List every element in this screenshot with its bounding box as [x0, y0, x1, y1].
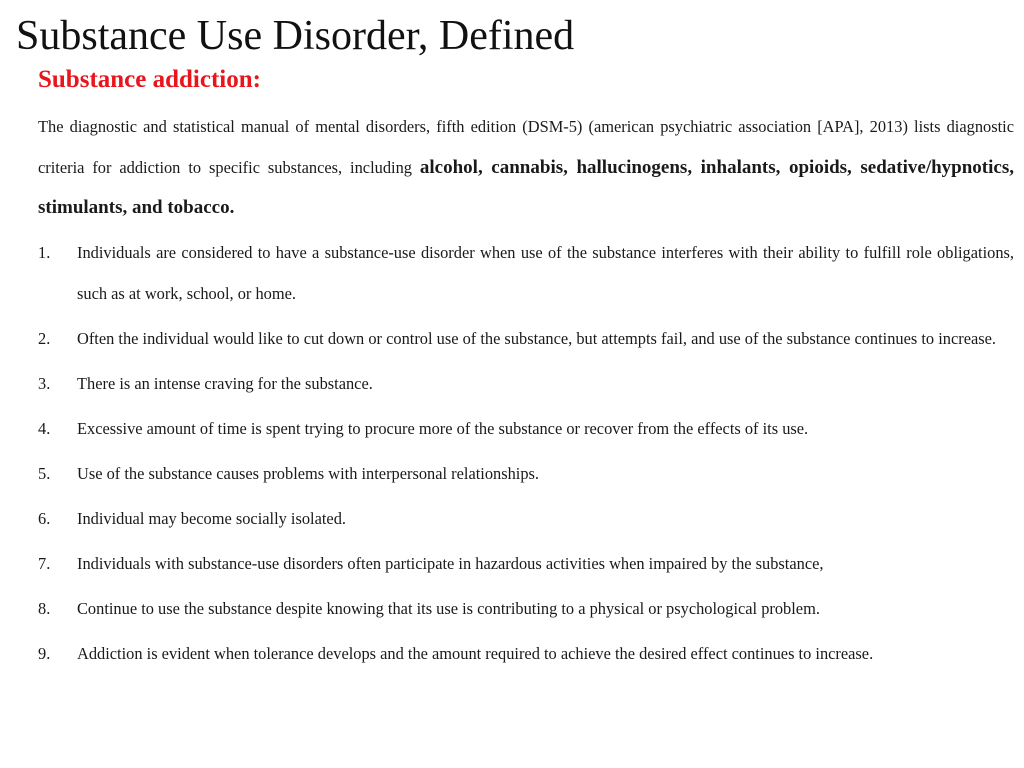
- criteria-text: Excessive amount of time is spent trying to procure more of the substance or recover from the effects of its use.: [77, 419, 809, 438]
- criteria-item: [38, 408, 1014, 449]
- criteria-number: 4.: [38, 419, 51, 438]
- criteria-item: [38, 633, 1014, 674]
- criteria-number: 5.: [38, 464, 51, 483]
- slide-subtitle: Substance addiction:: [38, 66, 261, 93]
- criteria-text: Often the individual would like to cut down or control use of the substance, but attempts fail, and use of the substance continues to increase.: [77, 329, 997, 348]
- criteria-text: There is an intense craving for the substance.: [77, 374, 373, 393]
- criteria-item: [38, 453, 1014, 494]
- slide-title: Substance Use Disorder, Defined: [16, 13, 575, 59]
- criteria-item: [38, 498, 1014, 539]
- criteria-number: 8.: [38, 599, 51, 618]
- criteria-list: [38, 232, 1014, 678]
- criteria-item: [38, 588, 1014, 629]
- criteria-number: 3.: [38, 374, 51, 393]
- criteria-item: [38, 543, 1014, 584]
- criteria-number: 2.: [38, 329, 51, 348]
- criteria-text: Addiction is evident when tolerance develops and the amount required to achieve the desired effect continues to increase.: [77, 644, 874, 663]
- intro-paragraph: [38, 107, 1014, 229]
- criteria-item: [38, 318, 1014, 359]
- criteria-text: Individual may become socially isolated.: [77, 509, 347, 528]
- criteria-number: 6.: [38, 509, 51, 528]
- substances-list: alcohol, cannabis, hallucinogens, inhalants, opioids, sedative/hypnotics, stimulants, and tobacco.: [38, 156, 1014, 218]
- criteria-item: [38, 363, 1014, 404]
- criteria-item: [38, 232, 1014, 314]
- criteria-text: Continue to use the substance despite knowing that its use is contributing to a physical or psychological problem.: [77, 599, 820, 618]
- criteria-number: 9.: [38, 644, 51, 663]
- criteria-text: Use of the substance causes problems with interpersonal relationships.: [77, 464, 540, 483]
- criteria-number: 1.: [38, 243, 51, 262]
- criteria-text: Individuals with substance-use disorders often participate in hazardous activities when impaired by the substance,: [77, 554, 824, 573]
- intro-text: The diagnostic and statistical manual of mental disorders, fifth edition (DSM-5) (american psychiatric association [APA], 2013) lists diagnostic criteria for addiction to specific substances, including: [38, 117, 1014, 177]
- criteria-number: 7.: [38, 554, 51, 573]
- criteria-text: Individuals are considered to have a substance-use disorder when use of the substance interferes with their ability to fulfill role obligations, such as at work, school, or home.: [77, 243, 1014, 303]
